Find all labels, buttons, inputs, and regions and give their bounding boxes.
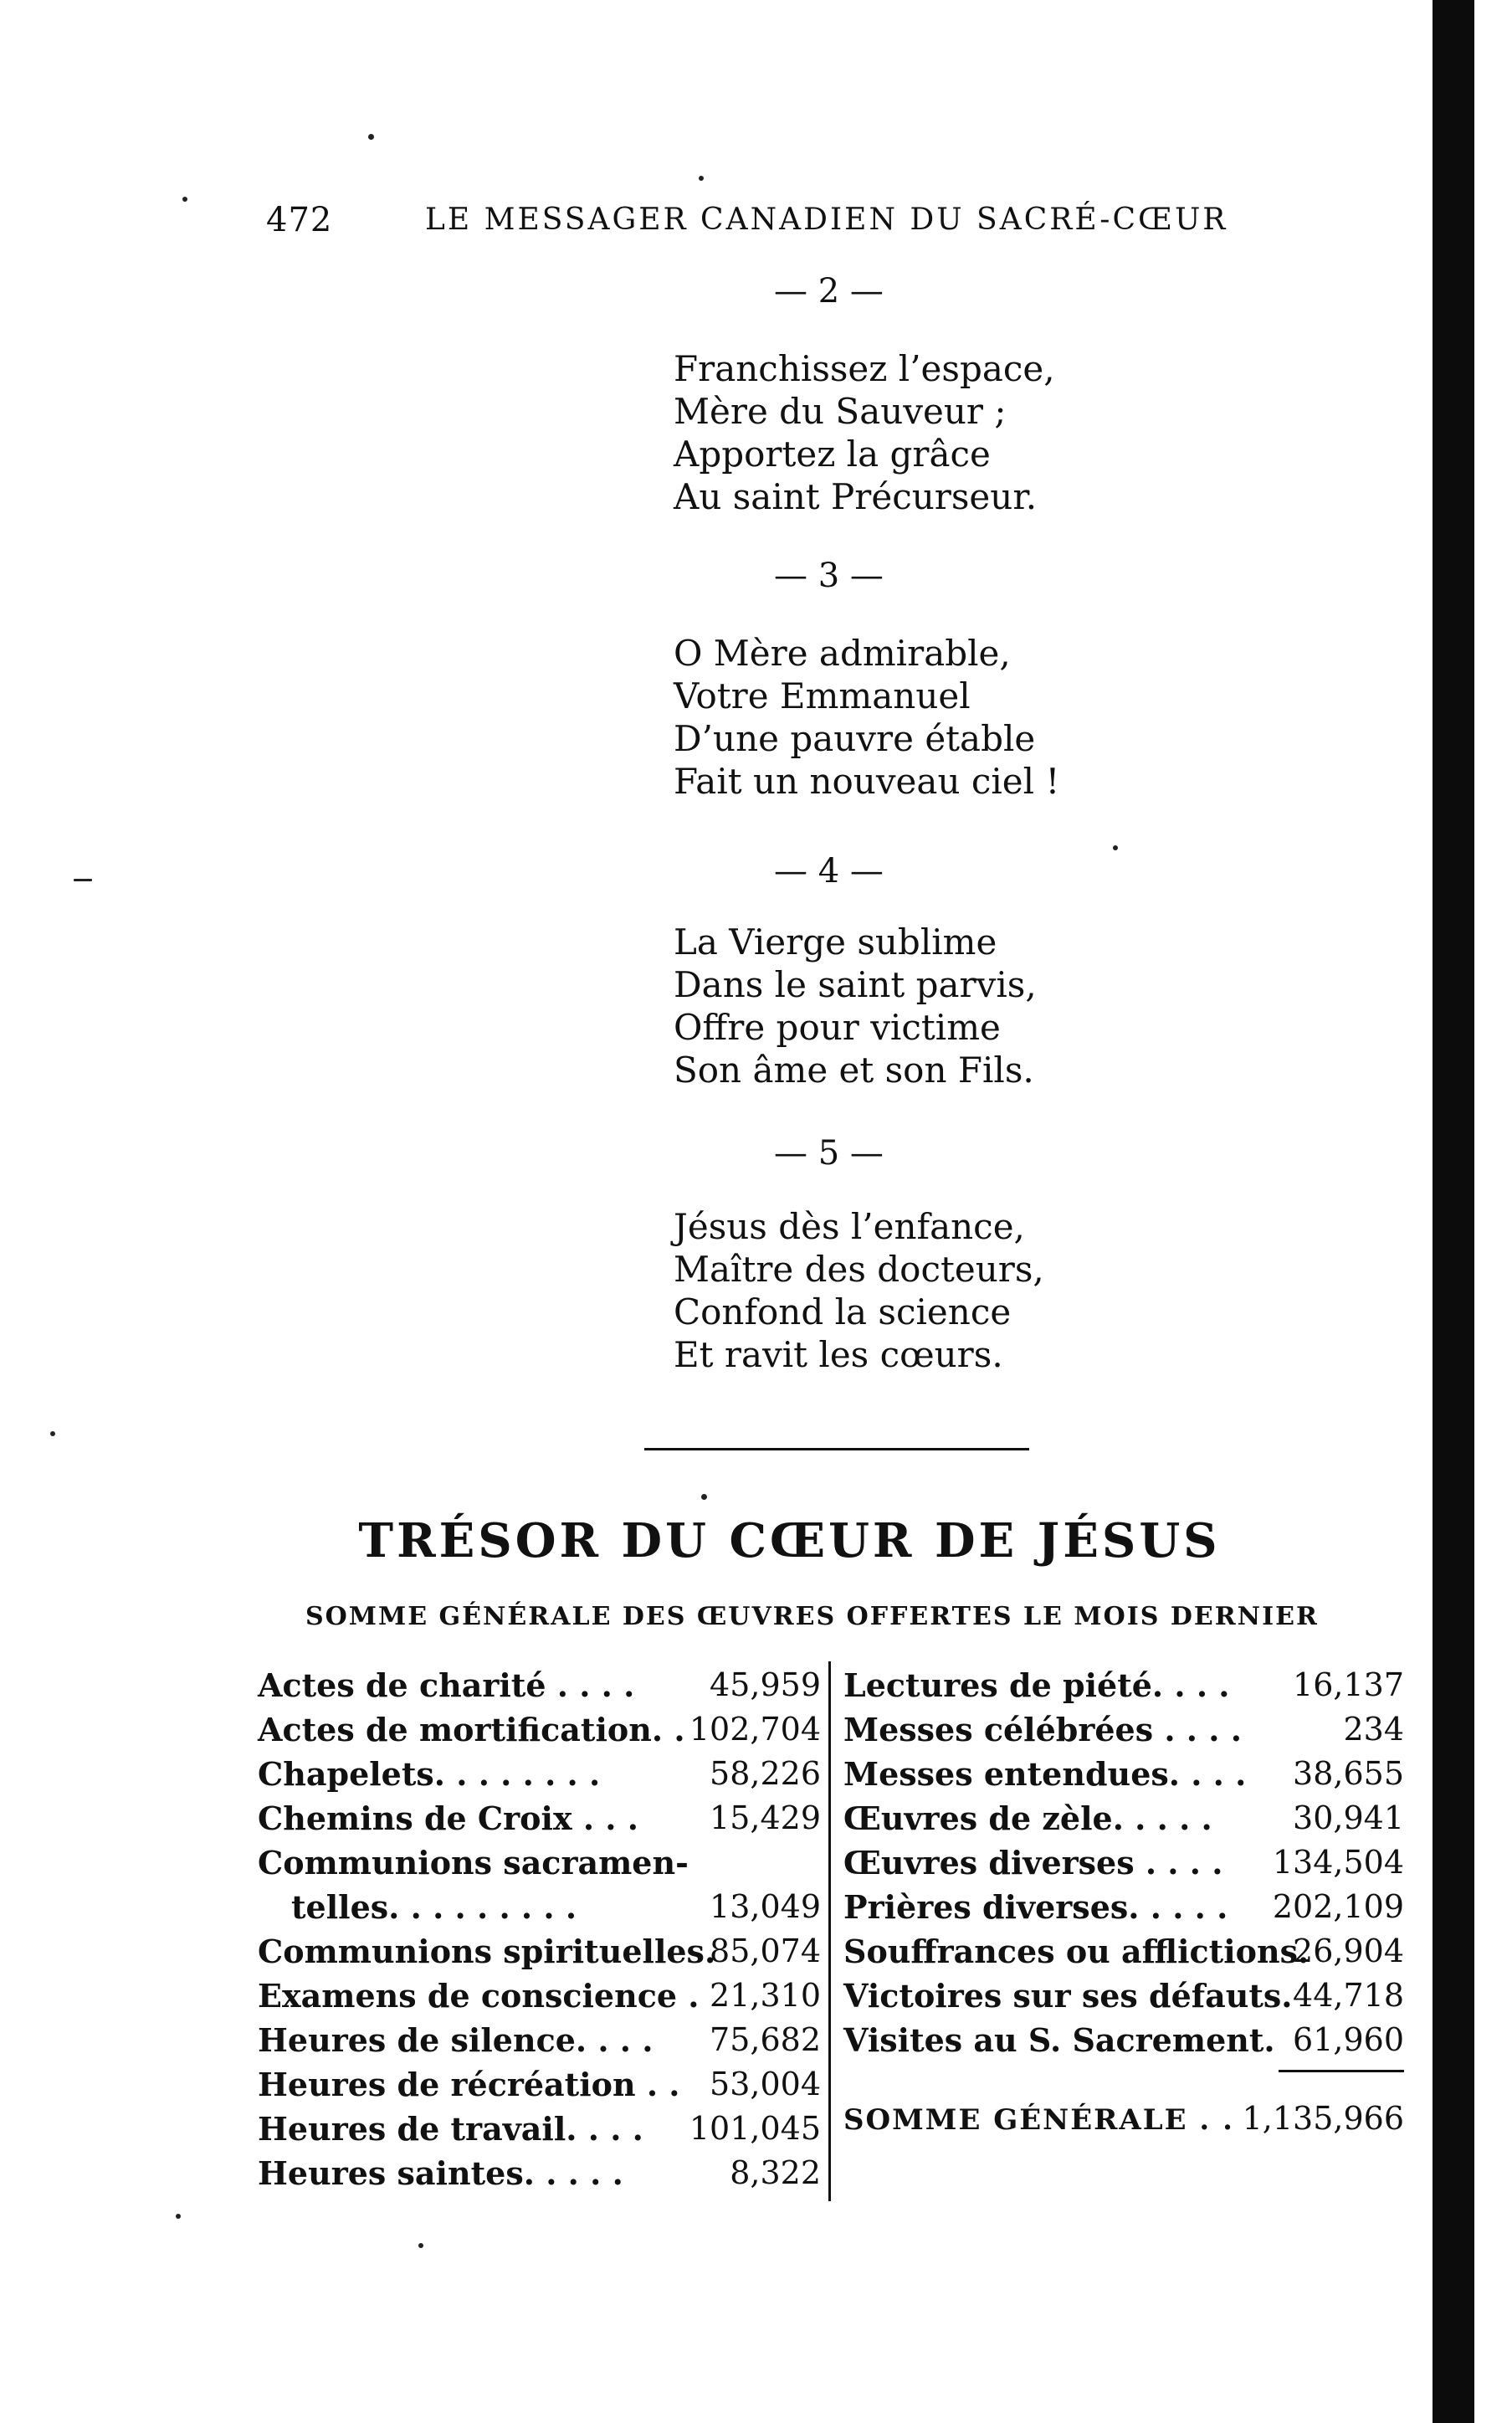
table-row	[258, 2061, 831, 2105]
table-row	[843, 1883, 1404, 1928]
offering-label: Communions sacramen-	[258, 1844, 689, 1881]
offering-count: 38,655	[1293, 1755, 1404, 1792]
scan-speck	[368, 134, 374, 140]
section-title: TRÉSOR DU CŒUR DE JÉSUS	[358, 1513, 1221, 1568]
table-row	[258, 1883, 831, 1928]
stanza-verse	[674, 1205, 1044, 1376]
verse-line: Franchissez l’espace,	[674, 348, 1055, 389]
column-divider	[828, 1661, 831, 2201]
table-row	[843, 1794, 1404, 1839]
offering-label: Heures de silence. . . .	[258, 2021, 653, 2059]
verse-line: Jésus dès l’enfance,	[674, 1206, 1025, 1247]
offering-label: Souffrances ou afflictions.	[843, 1933, 1310, 1970]
scan-speck	[176, 2214, 181, 2219]
table-row	[843, 1839, 1404, 1883]
verse-line: Son âme et son Fils.	[674, 1050, 1034, 1091]
offering-count: 8,322	[730, 2154, 821, 2191]
table-row	[843, 2016, 1404, 2061]
verse-line: Et ravit les cœurs.	[674, 1334, 1003, 1375]
offerings-column-left	[258, 1661, 831, 2194]
offering-count: 101,045	[689, 2110, 821, 2147]
offering-label: Victoires sur ses défauts.	[843, 1977, 1293, 2015]
offering-label: Examens de conscience .	[258, 1977, 700, 2015]
scan-speck	[1113, 845, 1118, 850]
offering-count: 134,504	[1272, 1844, 1404, 1881]
running-head	[266, 201, 1253, 251]
scan-margin	[1474, 0, 1512, 2423]
stanza-number: — 5 —	[774, 1134, 884, 1173]
offering-label: telles. . . . . . . . .	[291, 1888, 577, 1926]
offering-count: 202,109	[1272, 1888, 1404, 1925]
verse-line: Maître des docteurs,	[674, 1249, 1044, 1290]
scan-speck	[699, 176, 704, 181]
table-row	[258, 1750, 831, 1794]
table-row	[258, 1928, 831, 1972]
stanza-number: — 2 —	[774, 272, 884, 311]
scan-speck	[50, 1431, 55, 1436]
total-rule	[1279, 2070, 1404, 2072]
offering-count: 45,959	[710, 1666, 821, 1703]
offering-count: 13,049	[710, 1888, 821, 1925]
section-subtitle: SOMME GÉNÉRALE DES ŒUVRES OFFERTES LE MOIS DERNIER	[305, 1602, 1319, 1631]
offering-count: 53,004	[710, 2066, 821, 2102]
verse-line: Fait un nouveau ciel !	[674, 761, 1060, 802]
offering-label: Prières diverses. . . . .	[843, 1888, 1228, 1926]
total-value: 1,135,966	[1242, 2100, 1404, 2137]
offering-count: 44,718	[1293, 1977, 1404, 2014]
verse-line: Au saint Précurseur.	[674, 476, 1038, 517]
offerings-column-right	[843, 1661, 1404, 2137]
scan-speck	[182, 197, 187, 202]
total-label: SOMME GÉNÉRALE . .	[843, 2103, 1234, 2137]
offering-label: Chemins de Croix . . .	[258, 1799, 638, 1837]
table-row	[258, 1794, 831, 1839]
scan-speck	[701, 1494, 707, 1500]
total-row	[843, 2097, 1404, 2141]
table-row	[843, 1928, 1404, 1972]
offering-count: 16,137	[1293, 1666, 1404, 1703]
scan-speck	[74, 879, 92, 881]
table-row	[843, 1706, 1404, 1750]
table-row	[258, 1661, 831, 1706]
table-row	[843, 1972, 1404, 2016]
table-row	[258, 1706, 831, 1750]
offering-count: 85,074	[710, 1933, 821, 1969]
scan-edge-shadow	[1433, 0, 1474, 2423]
offering-count: 61,960	[1293, 2021, 1404, 2058]
offering-count: 21,310	[710, 1977, 821, 2014]
table-row	[258, 2149, 831, 2194]
offering-count: 75,682	[710, 2021, 821, 2058]
table-row	[258, 1972, 831, 2016]
table-row	[258, 2016, 831, 2061]
offering-label: Heures saintes. . . . .	[258, 2154, 623, 2192]
table-row	[843, 1750, 1404, 1794]
verse-line: Mère du Sauveur ;	[674, 391, 1007, 432]
verse-line: Apportez la grâce	[674, 434, 991, 475]
stanza-verse	[674, 632, 1059, 803]
offering-label: Messes célébrées . . . .	[843, 1711, 1242, 1748]
offering-label: Actes de mortification. .	[258, 1711, 685, 1748]
offerings-table	[258, 1661, 1404, 2247]
offering-count: 234	[1343, 1711, 1404, 1748]
verse-line: Offre pour victime	[674, 1007, 1001, 1048]
table-row	[843, 1661, 1404, 1706]
offering-label: Actes de charité . . . .	[258, 1666, 635, 1704]
offering-label: Chapelets. . . . . . . .	[258, 1755, 601, 1793]
offering-label: Heures de travail. . . .	[258, 2110, 643, 2148]
verse-line: La Vierge sublime	[674, 921, 997, 963]
verse-line: D’une pauvre étable	[674, 718, 1036, 759]
offering-count: 26,904	[1293, 1933, 1404, 1969]
offering-label: Œuvres de zèle. . . . .	[843, 1799, 1212, 1837]
offering-count: 15,429	[710, 1799, 821, 1836]
offering-label: Communions spirituelles.	[258, 1933, 716, 1970]
stanza-verse	[674, 347, 1055, 518]
offering-label: Œuvres diverses . . . .	[843, 1844, 1223, 1881]
offering-count: 30,941	[1293, 1799, 1404, 1836]
page-number: 472	[266, 201, 333, 239]
verse-line: Votre Emmanuel	[674, 675, 971, 716]
offering-label: Messes entendues. . . .	[843, 1755, 1247, 1793]
stanza-verse	[674, 921, 1037, 1091]
verse-line: O Mère admirable,	[674, 633, 1011, 674]
table-row	[258, 1839, 831, 1883]
verse-line: Dans le saint parvis,	[674, 964, 1037, 1005]
journal-title: LE MESSAGER CANADIEN DU SACRÉ-CŒUR	[425, 203, 1228, 237]
offering-count: 102,704	[689, 1711, 821, 1748]
stanza-number: — 3 —	[774, 557, 884, 595]
stanza-number: — 4 —	[774, 852, 884, 891]
offering-label: Lectures de piété. . . .	[843, 1666, 1230, 1704]
table-row	[258, 2105, 831, 2149]
verse-line: Confond la science	[674, 1291, 1012, 1332]
offering-label: Visites au S. Sacrement.	[843, 2021, 1275, 2059]
offering-count: 58,226	[710, 1755, 821, 1792]
section-divider	[644, 1448, 1029, 1450]
offering-label: Heures de récréation . .	[258, 2066, 680, 2103]
